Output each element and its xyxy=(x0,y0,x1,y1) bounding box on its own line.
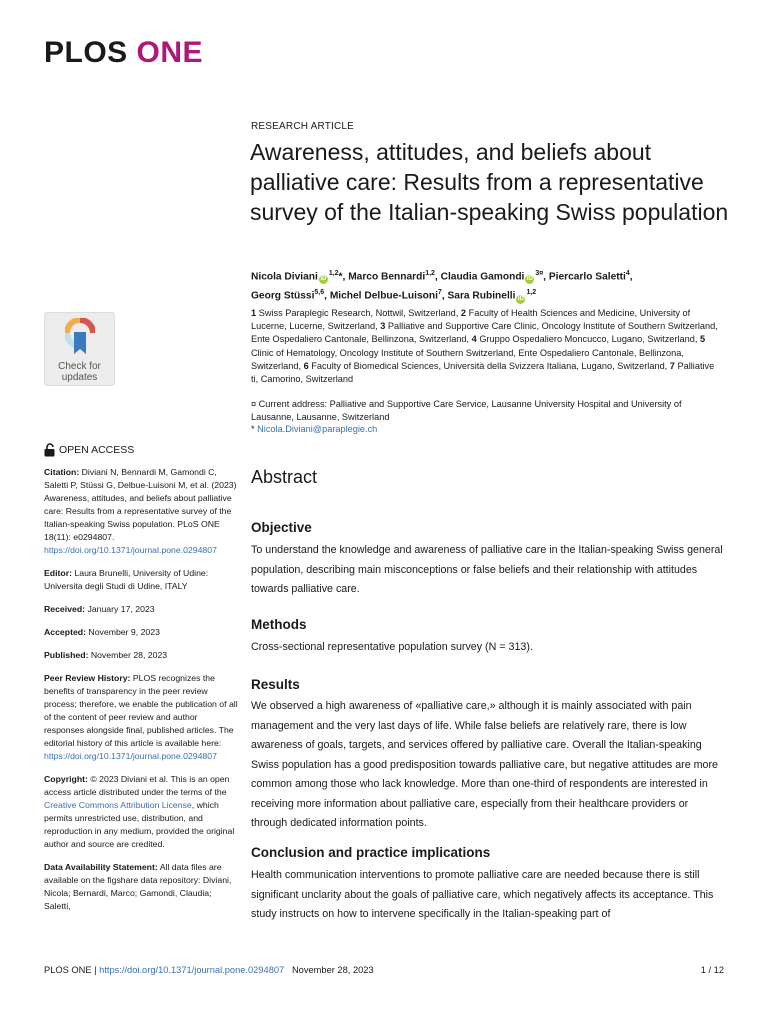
orcid-icon[interactable]: iD xyxy=(517,295,524,302)
peer-review-history: Peer Review History: PLOS recognizes the benefits of transparency in the peer review process; therefore, we enable the publication of all of the content of peer review and author responses alongside final, published articles. The editorial history of this article is available here: https://doi.org/10.1371/journal.pone.0294807 xyxy=(44,673,238,761)
journal-logo[interactable] xyxy=(44,36,203,70)
objective-text: To understand the knowledge and awareness of palliative care in the Italian-speaking Swiss general population, describing main misconceptions or false beliefs and their relationship with attitudes towards palliative care. xyxy=(251,544,723,595)
peer-review-link[interactable]: https://doi.org/10.1371/journal.pone.0294807 xyxy=(44,751,217,761)
abstract-heading: Abstract xyxy=(251,467,318,487)
orcid-icon[interactable]: iD xyxy=(526,276,533,283)
orcid-icon[interactable]: iD xyxy=(320,276,327,283)
page-number: 1 / 12 xyxy=(700,965,724,975)
license-link[interactable]: Creative Commons Attribution License xyxy=(44,800,192,810)
methods-text: Cross-sectional representative population survey (N = 313). xyxy=(251,641,533,653)
corresponding-author: * Nicola.Diviani@paraplegie.ch xyxy=(251,424,378,434)
check-for-updates-badge[interactable]: Check for updates xyxy=(44,312,115,386)
results-text: We observed a high awareness of «palliative care,» although it is mainly associated with pain management and the very last days of life. While false beliefs are relatively rare, there is low awareness of goals, targets, and services offered by palliative care. Overall the Italian-speaking Swiss population has a good predisposition towards palliative care, but negative attitudes are more common among those who lack knowledge. More than one-third of respondents are interested in receiving more information about palliative care, especially from their healthcare providers or through dedicated information points. xyxy=(251,700,718,829)
update-ribbon-icon xyxy=(65,318,95,356)
article-type: RESEARCH ARTICLE xyxy=(251,121,355,132)
citation-doi-link[interactable]: https://doi.org/10.1371/journal.pone.0294807 xyxy=(44,545,217,555)
conclusion-heading: Conclusion and practice implications xyxy=(251,845,491,860)
methods-heading: Methods xyxy=(251,617,307,632)
open-lock-icon xyxy=(44,443,55,457)
author-name[interactable]: Marco Bennardi xyxy=(348,271,426,283)
open-access-label: OPEN ACCESS xyxy=(44,443,134,457)
logo-one: ONE xyxy=(136,36,204,69)
copyright: Copyright: © 2023 Diviani et al. This is an open access article distributed under the terms of the Creative Commons Attribution License, which permits unrestricted use, distribution, and reproduction in any medium, provided the original author and source are credited. xyxy=(44,774,235,849)
author-name[interactable]: Michel Delbue-Luisoni xyxy=(329,290,438,302)
data-availability: Data Availability Statement: All data files are available on the figshare data repository: Diviani, Nicola; Bernardi, Marco; Gamondi, Claudia; Saletti, xyxy=(44,862,232,911)
author-name[interactable]: Claudia Gamondi xyxy=(440,271,525,283)
editor: Editor: Laura Brunelli, University of Udine: Universita degli Studi di Udine, ITALY xyxy=(44,568,209,591)
page-footer: PLOS ONE | https://doi.org/10.1371/journal.pone.0294807 November 28, 2023 xyxy=(44,965,374,975)
results-heading: Results xyxy=(251,677,300,692)
current-address: ¤ Current address: Palliative and Supportive Care Service, Lausanne University Hospital and University of Lausanne, Lausanne, Switzerland xyxy=(251,399,682,422)
affiliations: 1 Swiss Paraplegic Research, Nottwil, Switzerland, 2 Faculty of Health Sciences and Medicine, University of Lucerne, Lucerne, Switzerland, 3 Palliative and Supportive Care Clinic, Oncology Institute of Southern Switzerland, Ente Ospedaliero Cantonale, Bellinzona, Switzerland, 4 Gruppo Ospedaliero Moncucco, Lugano, Switzerland, 5 Clinic of Hematology, Oncology Institute of Southern Switzerland, Ente Ospedaliero Cantonale, Bellinzona, Switzerland, 6 Faculty of Biomedical Sciences, Università della Svizzera Italiana, Lugano, Switzerland, 7 Palliative ti, Camorino, Switzerland xyxy=(251,308,718,385)
article-title: Awareness, attitudes, and beliefs about palliative care: Results from a representative survey of the Italian-speaking Swiss population xyxy=(250,139,729,225)
email-link[interactable]: Nicola.Diviani@paraplegie.ch xyxy=(257,424,378,434)
logo-plos: PLOS xyxy=(44,36,128,69)
author-list: Nicola Diviani iD$^{1,2}$*, Marco Bennardi$^{1,2}$, Claudia Gamondi $iD^{3¤}$, Piercarlo Saletti$^4$, Georg Stüssi$^{5,6}$, Michel Delbue-Luisoni$^7$, Sara Rubinelli iD$^{1,2}$ xyxy=(251,270,633,302)
published-date: Published: November 28, 2023 xyxy=(44,650,168,660)
conclusion-text: Health communication interventions to promote palliative care are needed because there is still significant unclarity about the goals of palliative care, which negatively affects its acceptance. This study instructs on how to intervene specifically in the Italian-speaking part of xyxy=(251,869,714,920)
article-metadata xyxy=(44,466,240,923)
author-name[interactable]: Sara Rubinelli xyxy=(447,290,516,302)
accepted-date: Accepted: November 9, 2023 xyxy=(44,627,160,637)
citation: Citation: Diviani N, Bennardi M, Gamondi C, Saletti P, Stüssi G, Delbue-Luisoni M, et al. (2023) Awareness, attitudes, and beliefs about palliative care: Results from a representative survey of the Italian-speaking Swiss population. PLoS ONE 18(11): e0294807. https://doi.org/10.1371/journal.pone.0294807 xyxy=(44,467,237,555)
footer-doi-link[interactable]: https://doi.org/10.1371/journal.pone.0294807 xyxy=(99,965,285,975)
author-name[interactable]: Georg Stüssi xyxy=(251,290,315,302)
author-name[interactable]: Nicola Diviani xyxy=(251,271,318,283)
received-date: Received: January 17, 2023 xyxy=(44,604,155,614)
author-name[interactable]: Piercarlo Saletti xyxy=(548,271,626,283)
objective-heading: Objective xyxy=(251,520,312,535)
